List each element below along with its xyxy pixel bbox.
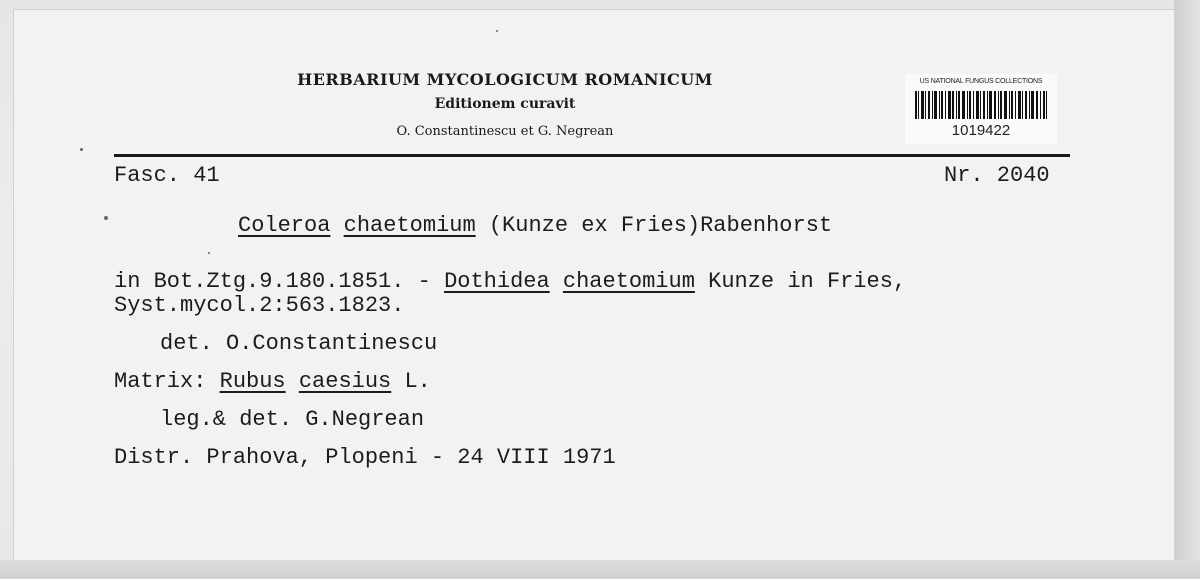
barcode-number: 1019422 bbox=[951, 122, 1011, 139]
matrix-genus: Rubus bbox=[219, 369, 286, 394]
fascicle-number: Fasc. 41 bbox=[114, 163, 220, 188]
matrix-line bbox=[114, 370, 431, 394]
paper-edge-bottom bbox=[0, 560, 1200, 579]
matrix-author: L. bbox=[391, 369, 431, 394]
herbarium-title: HERBARIUM MYCOLOGICUM ROMANICUM bbox=[297, 70, 713, 89]
species-author: (Kunze ex Fries)Rabenhorst bbox=[475, 213, 833, 238]
barcode-label bbox=[905, 74, 1057, 144]
determiner-line: det. O.Constantinescu bbox=[160, 331, 438, 356]
barcode-caption: US NATIONAL FUNGUS COLLECTIONS bbox=[919, 78, 1043, 85]
header-divider bbox=[114, 154, 1070, 157]
synonym-genus: Dothidea bbox=[444, 269, 550, 294]
herbarium-editors: O. Constantinescu et G. Negrean bbox=[396, 124, 614, 139]
exsiccata-number: Nr. 2040 bbox=[944, 163, 1050, 188]
paper-edge-right bbox=[1174, 0, 1200, 579]
collector-line: leg.& det. G.Negrean bbox=[160, 407, 425, 432]
herbarium-subtitle: Editionem curavit bbox=[434, 96, 576, 112]
barcode-icon bbox=[915, 91, 1047, 119]
citation-line-2: Syst.mycol.2:563.1823. bbox=[114, 293, 405, 318]
species-name-line bbox=[238, 214, 832, 238]
matrix-epithet: caesius bbox=[298, 369, 392, 394]
matrix-prefix: Matrix: bbox=[114, 369, 220, 394]
citation-line-1 bbox=[114, 270, 906, 294]
locality-line: Distr. Prahova, Plopeni - 24 VIII 1971 bbox=[114, 445, 616, 470]
species-epithet: chaetomium bbox=[343, 213, 476, 238]
synonym-author: Kunze in Fries, bbox=[694, 269, 907, 294]
citation-prefix: in Bot.Ztg.9.180.1851. - bbox=[114, 269, 445, 294]
synonym-epithet: chaetomium bbox=[562, 269, 695, 294]
species-genus: Coleroa bbox=[238, 213, 331, 238]
